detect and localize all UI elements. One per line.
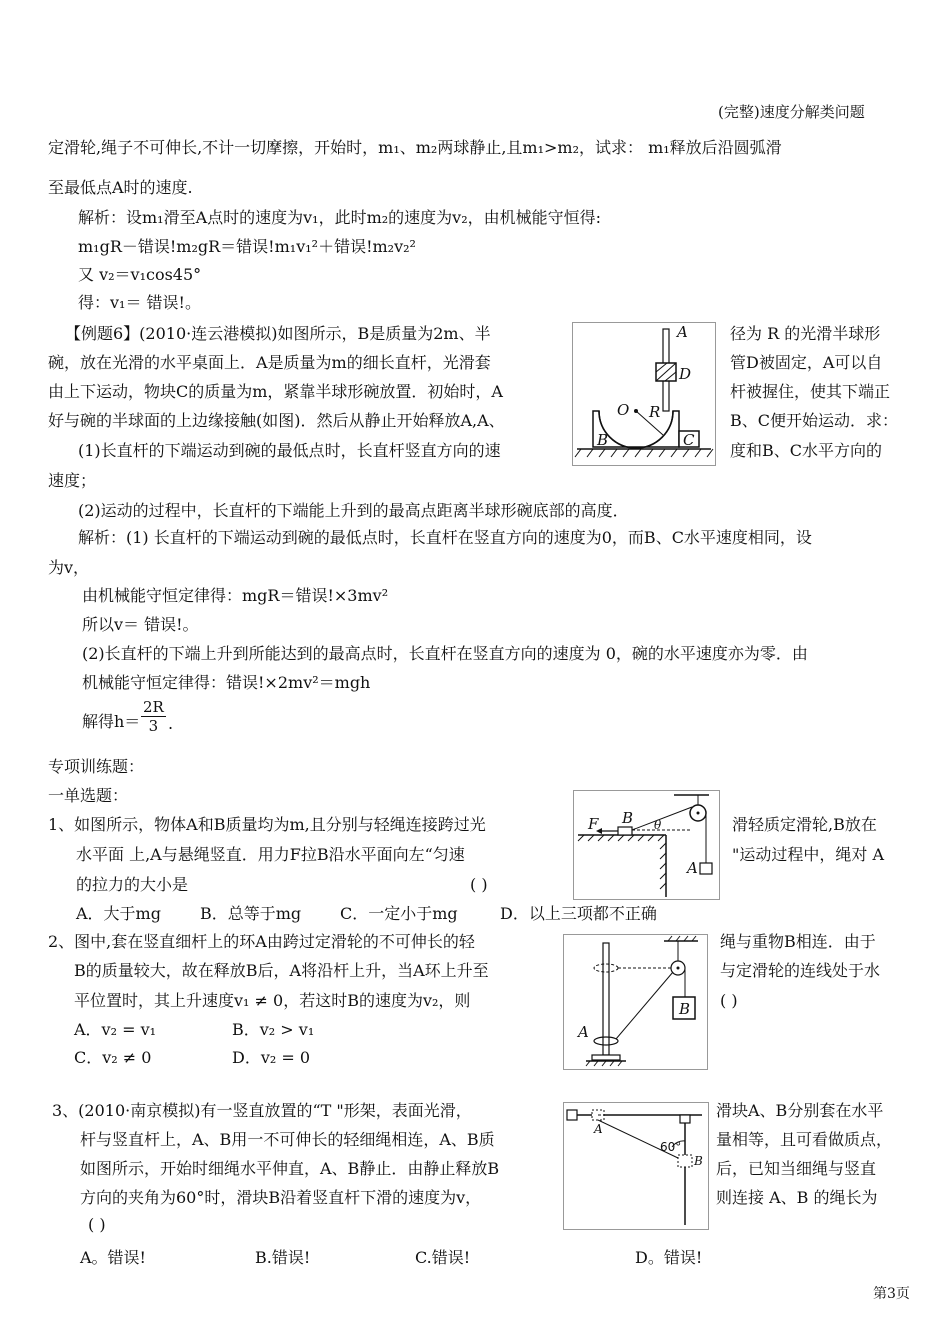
ex6-line4a: 好与碗的半球面的上边缘接触(如图)．然后从静止开始释放A,A、 bbox=[48, 411, 505, 430]
ex6-line1b: 径为 R 的光滑半球形 bbox=[730, 324, 881, 343]
label-A: A bbox=[578, 1023, 589, 1041]
q3-option-c: C.错误! bbox=[415, 1248, 471, 1267]
q2-option-d: D．v₂ = 0 bbox=[232, 1048, 311, 1067]
ex6-fraction bbox=[141, 698, 166, 735]
q1-line1b: 滑轻质定滑轮,B放在 bbox=[732, 815, 877, 834]
q1-line2b: "运动过程中，绳对 A bbox=[732, 845, 885, 864]
label-B: B bbox=[597, 431, 609, 449]
q1-answer-paren: ( ) bbox=[470, 875, 488, 894]
label-A: A bbox=[594, 1122, 603, 1136]
bowl-figure bbox=[572, 322, 716, 466]
q1-option-b: B．总等于mg bbox=[200, 904, 302, 923]
fraction-numerator: 2R bbox=[143, 698, 164, 716]
ring-rod-figure bbox=[563, 934, 708, 1070]
q3-line2b: 量相等，且可看做质点， bbox=[716, 1130, 893, 1149]
q2-line2a: B的质量较大，故在释放B后，A将沿杆上升，当A环上升至 bbox=[74, 961, 489, 980]
ex6-line6: 速度； bbox=[48, 471, 97, 490]
q3-line3b: 后，已知当细绳与竖直 bbox=[716, 1159, 877, 1178]
q2-line2b: 与定滑轮的连线处于水 bbox=[720, 961, 881, 980]
q2-option-b: B．v₂ > v₁ bbox=[232, 1020, 315, 1039]
label-R: R bbox=[649, 403, 661, 421]
q3-answer-paren: ( ) bbox=[88, 1215, 106, 1234]
label-A: A bbox=[677, 323, 688, 341]
q3-line4b: 则连接 A、B 的绳长为 bbox=[716, 1188, 878, 1207]
training-heading: 专项训练题： bbox=[48, 757, 145, 776]
q3-option-a: A。错误! bbox=[80, 1248, 146, 1267]
ex5-eq2: 又 v₂＝v₁cos45° bbox=[78, 265, 202, 284]
ex6-line2b: 管D被固定，A可以自 bbox=[730, 353, 883, 372]
q2-option-c: C．v₂ ≠ 0 bbox=[74, 1048, 152, 1067]
training-section: 一单选题： bbox=[48, 786, 129, 805]
q2-line3b: ( ) bbox=[720, 991, 738, 1010]
ex6-solution-end: . bbox=[168, 714, 174, 733]
q2-line3a: 平位置时，其上升速度v₁ ≠ 0，若这时B的速度为v₂，则 bbox=[74, 991, 471, 1010]
label-D: D bbox=[679, 365, 692, 383]
label-B: B bbox=[622, 809, 634, 827]
q1-option-d: D．以上三项都不正确 bbox=[500, 904, 657, 923]
t-frame-figure bbox=[563, 1102, 709, 1230]
q3-line3a: 如图所示，开始时细绳水平伸直，A、B静止．由静止释放B bbox=[80, 1159, 500, 1178]
label-C: C bbox=[683, 431, 695, 449]
ex6-line5a: (1)长直杆的下端运动到碗的最低点时，长直杆竖直方向的速 bbox=[78, 441, 501, 460]
ex6-solution2a: (2)长直杆的下端上升到所能达到的最高点时，长直杆在竖直方向的速度为 0，碗的水平速度亦为零．由 bbox=[82, 644, 808, 663]
label-angle: 60° bbox=[660, 1140, 682, 1154]
q3-option-d: D。错误! bbox=[635, 1248, 703, 1267]
label-O: O bbox=[617, 401, 630, 419]
ex5-eq1: m₁gR－错误!m₂gR＝错误!m₁v₁²＋错误!m₂v₂² bbox=[78, 237, 416, 256]
ex5-line2: 至最低点A时的速度. bbox=[48, 178, 193, 197]
q3-line2a: 杆与竖直杆上，A、B用一不可伸长的轻细绳相连，A、B质 bbox=[80, 1130, 495, 1149]
ex6-solution-h: 解得h＝ bbox=[82, 712, 141, 731]
label-theta: θ bbox=[654, 818, 662, 832]
ex6-line2a: 碗，放在光滑的水平桌面上．A是质量为m的细长直杆，光滑套 bbox=[48, 353, 491, 372]
q1-line2a: 水平面 上,A与悬绳竖直．用力F拉B沿水平面向左“匀速 bbox=[76, 845, 465, 864]
ex6-solution2b: 机械能守恒定律得：错误!×2mv²＝mgh bbox=[82, 673, 371, 692]
label-F: F bbox=[588, 815, 599, 833]
label-A: A bbox=[687, 859, 698, 877]
q1-line1a: 1、如图所示，物体A和B质量均为m,且分别与轻绳连接跨过光 bbox=[48, 815, 486, 834]
ex6-question2: (2)运动的过程中，长直杆的下端能上升到的最高点距离半球形碗底部的高度． bbox=[78, 501, 629, 520]
ex6-solution-energy: 由机械能守恒定律得：mgR＝错误!×3mv² bbox=[82, 586, 389, 605]
ex6-line3b: 杆被握住，使其下端正 bbox=[730, 382, 891, 401]
label-B: B bbox=[679, 1000, 691, 1018]
ex6-line5b: 度和B、C水平方向的 bbox=[730, 441, 883, 460]
ex6-line4b: B、C便开始运动．求： bbox=[730, 411, 899, 430]
page-number: 第3页 bbox=[873, 1286, 910, 1302]
q3-option-b: B.错误! bbox=[255, 1248, 311, 1267]
ex6-line3a: 由上下运动，物块C的质量为m，紧靠半球形碗放置．初始时，A bbox=[48, 382, 503, 401]
ex5-line1: 定滑轮,绳子不可伸长,不计一切摩擦，开始时，m₁、m₂两球静止,且m₁>m₂，试求： m₁释放后沿圆弧滑 bbox=[48, 138, 782, 157]
label-B: B bbox=[694, 1154, 703, 1168]
q1-line3: 的拉力的大小是 bbox=[76, 875, 189, 894]
ex5-analysis: 解析：设m₁滑至A点时的速度为v₁，此时m₂的速度为v₂，由机械能守恒得: bbox=[78, 208, 602, 227]
q3-line4a: 方向的夹角为60°时，滑块B沿着竖直杆下滑的速度为v， bbox=[80, 1188, 482, 1207]
q1-option-c: C．一定小于mg bbox=[340, 904, 458, 923]
ex5-eq3: 得：v₁＝ 错误!。 bbox=[78, 293, 201, 312]
ex6-solution1a: 解析：(1) 长直杆的下端运动到碗的最低点时，长直杆在竖直方向的速度为0，而B、C水平速度相同，设 bbox=[78, 528, 812, 547]
q2-option-a: A．v₂ = v₁ bbox=[74, 1020, 157, 1039]
q3-line1a: 3、(2010·南京模拟)有一竖直放置的“T "形架，表面光滑， bbox=[52, 1101, 472, 1120]
ex6-line1a: 【例题6】(2010·连云港模拟)如图所示，B是质量为2m、半 bbox=[65, 324, 491, 343]
q2-line1b: 绳与重物B相连．由于 bbox=[720, 932, 876, 951]
ex6-solution-v: 所以v＝ 错误!。 bbox=[82, 615, 199, 634]
fraction-denominator: 3 bbox=[148, 717, 159, 735]
pulley-figure bbox=[573, 790, 720, 900]
q1-option-a: A．大于mg bbox=[76, 904, 161, 923]
q3-line1b: 滑块A、B分别套在水平 bbox=[716, 1101, 884, 1120]
q2-line1a: 2、图中,套在竖直细杆上的环A由跨过定滑轮的不可伸长的轻 bbox=[48, 932, 475, 951]
ex6-solution1b: 为v， bbox=[48, 558, 90, 577]
header-title: (完整)速度分解类问题 bbox=[718, 103, 865, 121]
